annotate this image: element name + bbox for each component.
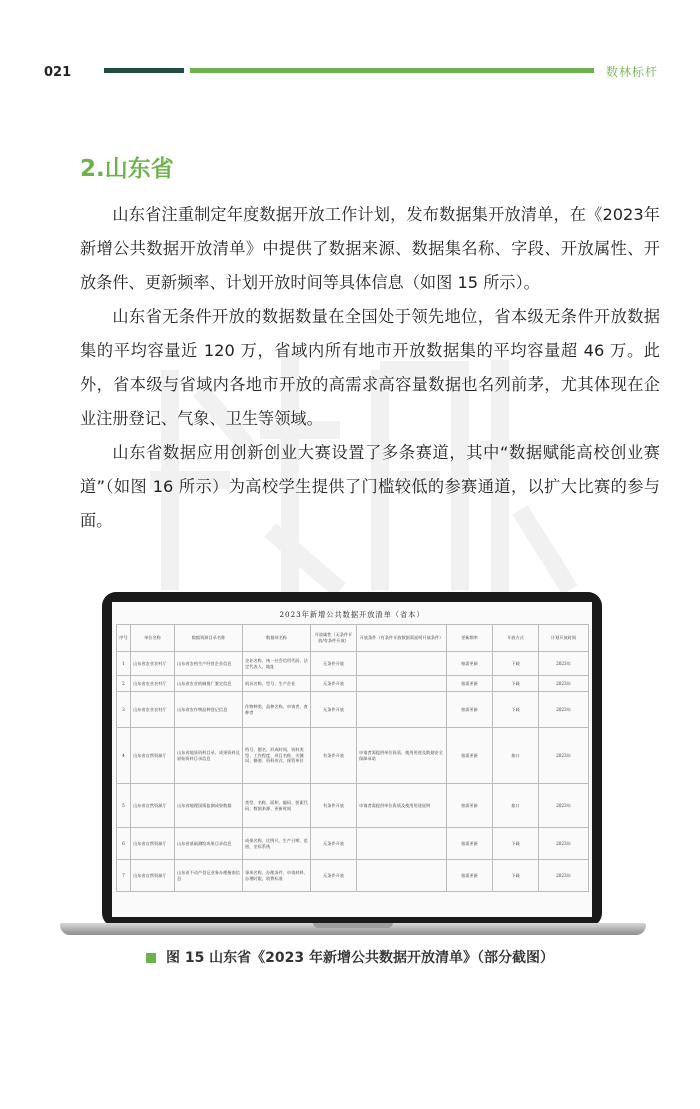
table-cell: 山东省农药生产经营企业信息 bbox=[175, 652, 243, 676]
column-header: 开放条件（有条件开放数据需说明开放条件） bbox=[357, 625, 447, 652]
header-rule-dark bbox=[104, 68, 184, 73]
table-cell: 作物种类、品种名称、申请者、育种者 bbox=[243, 692, 311, 728]
table-cell: 按需更新 bbox=[447, 860, 493, 892]
table-cell: 有条件开放 bbox=[311, 784, 357, 828]
table-cell: 类型、名称、面积、编码、要素代码、数据来源、更新时间 bbox=[243, 784, 311, 828]
table-row bbox=[117, 692, 589, 728]
brand-label: 数林标杆 bbox=[605, 65, 658, 79]
table-cell: 山东省自然资源厅 bbox=[131, 828, 175, 860]
caption-square-icon bbox=[146, 953, 156, 963]
header-rule-green bbox=[190, 68, 594, 73]
column-header: 开放方式 bbox=[493, 625, 539, 652]
column-header: 更新频率 bbox=[447, 625, 493, 652]
table-cell: 无条件开放 bbox=[311, 828, 357, 860]
table-cell bbox=[357, 860, 447, 892]
table-cell: 下载 bbox=[493, 860, 539, 892]
table-cell: 7 bbox=[117, 860, 131, 892]
sheet-title: 2023年新增公共数据开放清单（省本） bbox=[279, 610, 425, 619]
table-cell: 下载 bbox=[493, 652, 539, 676]
table-cell: 下载 bbox=[493, 676, 539, 692]
table-header-row bbox=[117, 625, 589, 652]
table-cell: 山东省农业农村厅 bbox=[131, 692, 175, 728]
table-cell: 按需更新 bbox=[447, 676, 493, 692]
table-cell: 2023年 bbox=[539, 676, 589, 692]
column-header: 数据资源目录名称 bbox=[175, 625, 243, 652]
body-text bbox=[80, 198, 660, 538]
table-cell: 按需更新 bbox=[447, 692, 493, 728]
table-cell: 按需更新 bbox=[447, 652, 493, 676]
figure-caption bbox=[0, 947, 700, 967]
paragraph: 山东省数据应用创新创业大赛设置了多条赛道，其中“数据赋能高校创业赛道”（如图 16 所示）为高校学生提供了门槛较低的参赛通道，以扩大比赛的参与面。 bbox=[80, 443, 660, 530]
table-cell: 2023年 bbox=[539, 728, 589, 784]
laptop-screen bbox=[112, 602, 592, 917]
table-cell: 2023年 bbox=[539, 828, 589, 860]
table-row bbox=[117, 828, 589, 860]
section-heading: 2.山东省 bbox=[80, 156, 174, 182]
table-cell: 2023年 bbox=[539, 784, 589, 828]
table-cell: 按需更新 bbox=[447, 784, 493, 828]
table-cell: 山东省农作物品种登记信息 bbox=[175, 692, 243, 728]
column-header: 计划开放时间 bbox=[539, 625, 589, 652]
table-row bbox=[117, 676, 589, 692]
laptop-notch bbox=[313, 923, 393, 928]
table-cell: 山东省自然资源厅 bbox=[131, 860, 175, 892]
table-cell: 下载 bbox=[493, 828, 539, 860]
table-cell: 山东省不动产登记业务办理指南信息 bbox=[175, 860, 243, 892]
table-cell: 无条件开放 bbox=[311, 676, 357, 692]
table-cell: 2 bbox=[117, 676, 131, 692]
table-cell: 成果名称、比例尺、生产日期、范围、坐标系统 bbox=[243, 828, 311, 860]
table-cell bbox=[357, 676, 447, 692]
table-cell bbox=[357, 828, 447, 860]
table-cell: 3 bbox=[117, 692, 131, 728]
table-cell: 2023年 bbox=[539, 692, 589, 728]
table-cell: 山东省农业农村厅 bbox=[131, 652, 175, 676]
table-cell: 4 bbox=[117, 728, 131, 784]
table-cell bbox=[357, 652, 447, 676]
table-cell: 1 bbox=[117, 652, 131, 676]
table-cell: 按需更新 bbox=[447, 728, 493, 784]
table-cell: 2023年 bbox=[539, 860, 589, 892]
column-header: 序号 bbox=[117, 625, 131, 652]
table-cell: 接口 bbox=[493, 728, 539, 784]
paragraph: 山东省注重制定年度数据开放工作计划，发布数据集开放清单，在《2023年新增公共数据开放清单》中提供了数据来源、数据集名称、字段、开放属性、开放条件、更新频率、计划开放时间等具体信息（如图 15 所示）。 bbox=[80, 205, 660, 292]
table-cell: 5 bbox=[117, 784, 131, 828]
table-row bbox=[117, 728, 589, 784]
laptop-screen-bezel bbox=[102, 592, 602, 927]
table-cell: 接口 bbox=[493, 784, 539, 828]
table-row bbox=[117, 652, 589, 676]
table-cell: 6 bbox=[117, 828, 131, 860]
table-cell: 下载 bbox=[493, 692, 539, 728]
table-cell: 申请者需提供单位资质及使用用途说明 bbox=[357, 784, 447, 828]
table-cell: 按需更新 bbox=[447, 828, 493, 860]
column-header: 单位名称 bbox=[131, 625, 175, 652]
table-cell: 山东省自然资源厅 bbox=[131, 784, 175, 828]
caption-text: 图 15 山东省《2023 年新增公共数据开放清单》（部分截图） bbox=[165, 950, 555, 966]
page-number: 021 bbox=[44, 65, 72, 80]
table-row bbox=[117, 784, 589, 828]
table-cell: 无条件开放 bbox=[311, 860, 357, 892]
table-cell: 山东省基础测绘成果目录信息 bbox=[175, 828, 243, 860]
table-cell: 山东省地质资料目录、成果资料及原始资料目录信息 bbox=[175, 728, 243, 784]
column-header: 开放属性（无条件开放/有条件开放） bbox=[311, 625, 357, 652]
dataset-table bbox=[116, 624, 589, 892]
table-cell: 企业名称、统一社会信用代码、法定代表人、地址 bbox=[243, 652, 311, 676]
table-cell: 2023年 bbox=[539, 652, 589, 676]
table-cell: 无条件开放 bbox=[311, 652, 357, 676]
table-cell: 有条件开放 bbox=[311, 728, 357, 784]
laptop-figure bbox=[60, 592, 646, 944]
table-cell: 申请者需提供单位资质、使用用途及数据安全保障承诺 bbox=[357, 728, 447, 784]
table-cell: 档号、题名、形成时间、资料类型、工作程度、项目名称、关键词、摘要、资料形式、保管单位 bbox=[243, 728, 311, 784]
table-cell: 无条件开放 bbox=[311, 692, 357, 728]
table-cell: 山东省农业农村厅 bbox=[131, 676, 175, 692]
table-cell: 山东省农业机械推广鉴定信息 bbox=[175, 676, 243, 692]
table-cell: 机具名称、型号、生产企业 bbox=[243, 676, 311, 692]
column-header: 数据项名称 bbox=[243, 625, 311, 652]
table-cell: 事项名称、办理条件、申请材料、办理时限、收费标准 bbox=[243, 860, 311, 892]
table-cell: 山东省自然资源厅 bbox=[131, 728, 175, 784]
table-cell bbox=[357, 692, 447, 728]
paragraph: 山东省无条件开放的数据数量在全国处于领先地位，省本级无条件开放数据集的平均容量近 120 万，省域内所有地市开放数据集的平均容量超 46 万。此外，省本级与省域内各地市开放的高需求高容量数据也名列前茅，尤其体现在企业注册登记、气象、卫生等领域。 bbox=[80, 307, 660, 428]
table-row bbox=[117, 860, 589, 892]
table-cell: 山东省地理国情监测成果数据 bbox=[175, 784, 243, 828]
